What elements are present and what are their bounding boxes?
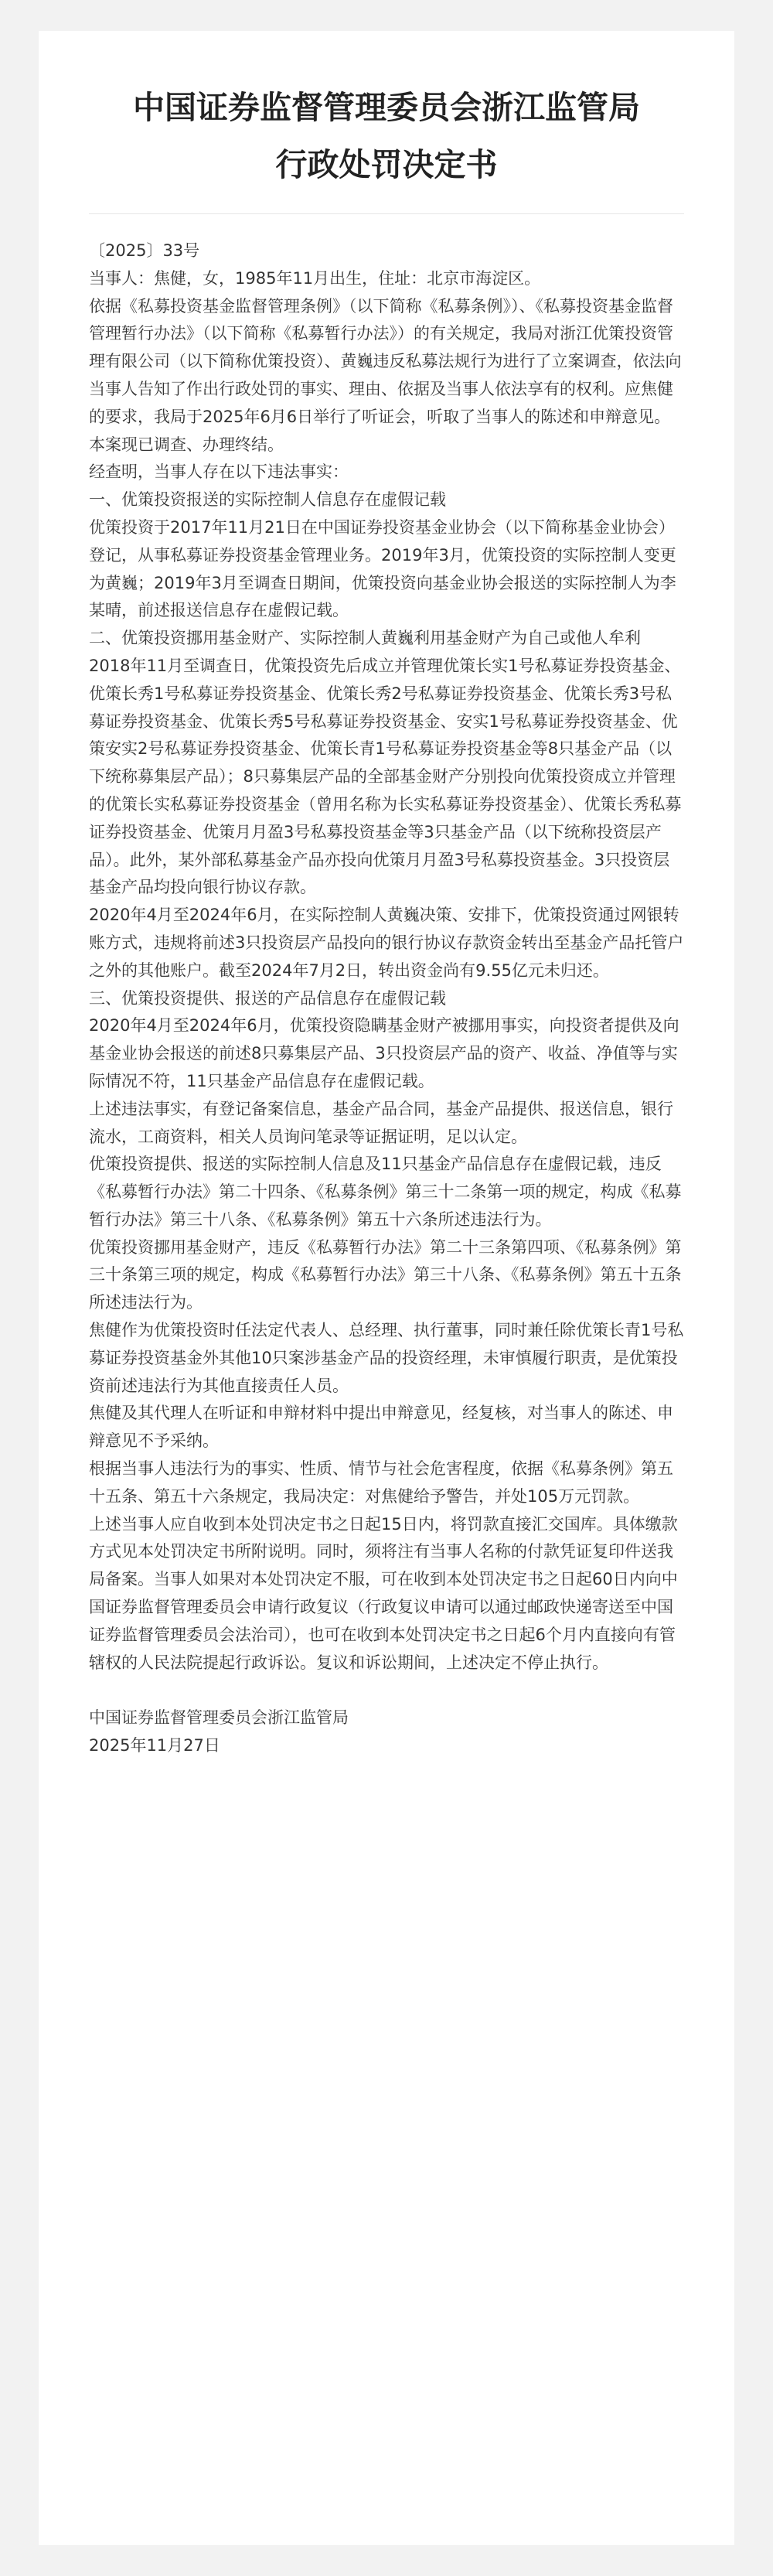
issue-date: 2025年11月27日 <box>89 1736 220 1755</box>
section-3-paragraph: 2020年4月至2024年6月，优策投资隐瞒基金财产被挪用事实，向投资者提供及向基金业协会报送的前述8只募集层产品、3只投资层产品的资产、收益、净值等与实际情况不符，11只基金产品信息存在虚假记载。 <box>89 1016 679 1090</box>
title-line-2: 行政处罚决定书 <box>275 146 498 183</box>
payment-appeal-paragraph: 上述当事人应自收到本处罚决定书之日起15日内，将罚款直接汇交国库。具体缴款方式见本处罚决定书所附说明。同时，须将注有当事人名称的付款凭证复印件送我局备案。当事人如果对本处罚决定不服，可在收到本处罚决定书之日起60日内向中国证券监督管理委员会申请行政复议（行政复议申请可以通过邮政快递寄送至中国证券监督管理委员会法治司），也可在收到本处罚决定书之日起6个月内直接向有管辖权的人民法院提起行政诉讼。复议和诉讼期间，上述决定不停止执行。 <box>89 1514 678 1672</box>
section-2-paragraph-2: 2020年4月至2024年6月，在实际控制人黄巍决策、安排下，优策投资通过网银转账方式，违规将前述3只投资层产品投向的银行协议存款资金转出至基金产品托管户之外的其他账户。截至2024年7月2日，转出资金尚有9.55亿元未归还。 <box>89 906 684 980</box>
document-body <box>89 237 684 1760</box>
party-info: 当事人：焦健，女，1985年11月出生，住址：北京市海淀区。 <box>89 268 541 288</box>
document-title <box>89 79 684 193</box>
evidence-paragraph: 上述违法事实，有登记备案信息，基金产品合同，基金产品提供、报送信息，银行流水，工商资料，相关人员询问笔录等证据证明，足以认定。 <box>89 1099 673 1146</box>
case-basis-paragraph: 依据《私募投资基金监督管理条例》（以下简称《私募条例》）、《私募投资基金监督管理暂行办法》（以下简称《私募暂行办法》）的有关规定，我局对浙江优策投资管理有限公司（以下简称优策投资）、黄巍违反私募法规行为进行了立案调查，依法向当事人告知了作出行政处罚的事实、理由、依据及当事人依法享有的权利。应焦健的要求，我局于2025年6月6日举行了听证会，听取了当事人的陈述和申辩意见。本案现已调查、办理终结。 <box>89 296 682 454</box>
violation-paragraph-2: 优策投资挪用基金财产，违反《私募暂行办法》第二十三条第四项、《私募条例》第三十条第三项的规定，构成《私募暂行办法》第三十八条、《私募条例》第五十五条所述违法行为。 <box>89 1237 682 1312</box>
signature-spacer <box>89 1677 684 1704</box>
document-number: 〔2025〕33号 <box>89 241 200 260</box>
decision-paragraph: 根据当事人违法行为的事实、性质、情节与社会危害程度，依据《私募条例》第五十五条、第五十六条规定，我局决定：对焦健给予警告，并处105万元罚款。 <box>89 1459 673 1506</box>
document-page <box>39 31 734 2545</box>
violation-paragraph-1: 优策投资提供、报送的实际控制人信息及11只基金产品信息存在虚假记载，违反《私募暂行办法》第二十四条、《私募条例》第三十二条第一项的规定，构成《私募暂行办法》第三十八条、《私募条例》第五十六条所述违法行为。 <box>89 1155 682 1229</box>
responsibility-paragraph: 焦健作为优策投资时任法定代表人、总经理、执行董事，同时兼任除优策长青1号私募证券投资基金外其他10只案涉基金产品的投资经理，未审慎履行职责，是优策投资前述违法行为其他直接责任人员。 <box>89 1321 684 1395</box>
defense-paragraph: 焦健及其代理人在听证和申辩材料中提出申辩意见，经复核，对当事人的陈述、申辩意见不予采纳。 <box>89 1404 673 1451</box>
section-1-paragraph: 优策投资于2017年11月21日在中国证券投资基金业协会（以下简称基金业协会）登记，从事私募证券投资基金管理业务。2019年3月，优策投资的实际控制人变更为黄巍；2019年3月至调查日期间，优策投资向基金业协会报送的实际控制人为李某晴，前述报送信息存在虚假记载。 <box>89 517 676 620</box>
title-divider <box>89 213 684 214</box>
section-2-paragraph-1: 2018年11月至调查日，优策投资先后成立并管理优策长实1号私募证券投资基金、优策长秀1号私募证券投资基金、优策长秀2号私募证券投资基金、优策长秀3号私募证券投资基金、优策长秀5号私募证券投资基金、安实1号私募证券投资基金、优策安实2号私募证券投资基金、优策长青1号私募证券投资基金等8只基金产品（以下统称募集层产品）；8只募集层产品的全部基金财产分别投向优策投资成立并管理的优策长实私募证券投资基金（曾用名称为长实私募证券投资基金）、优策长秀私募证券投资基金、优策月月盈3号私募投资基金等3只基金产品（以下统称投资层产品）。此外，某外部私募基金产品亦投向优策月月盈3号私募投资基金。3只投资层基金产品均投向银行协议存款。 <box>89 656 682 897</box>
section-heading-3: 三、优策投资提供、报送的产品信息存在虚假记载 <box>89 988 446 1008</box>
section-heading-1: 一、优策投资报送的实际控制人信息存在虚假记载 <box>89 490 446 510</box>
findings-intro: 经查明，当事人存在以下违法事实： <box>89 462 349 482</box>
section-heading-2: 二、优策投资挪用基金财产、实际控制人黄巍利用基金财产为自己或他人牟利 <box>89 629 641 648</box>
issuer-name: 中国证券监督管理委员会浙江监管局 <box>89 1708 349 1728</box>
title-line-1: 中国证券监督管理委员会浙江监管局 <box>133 89 640 126</box>
